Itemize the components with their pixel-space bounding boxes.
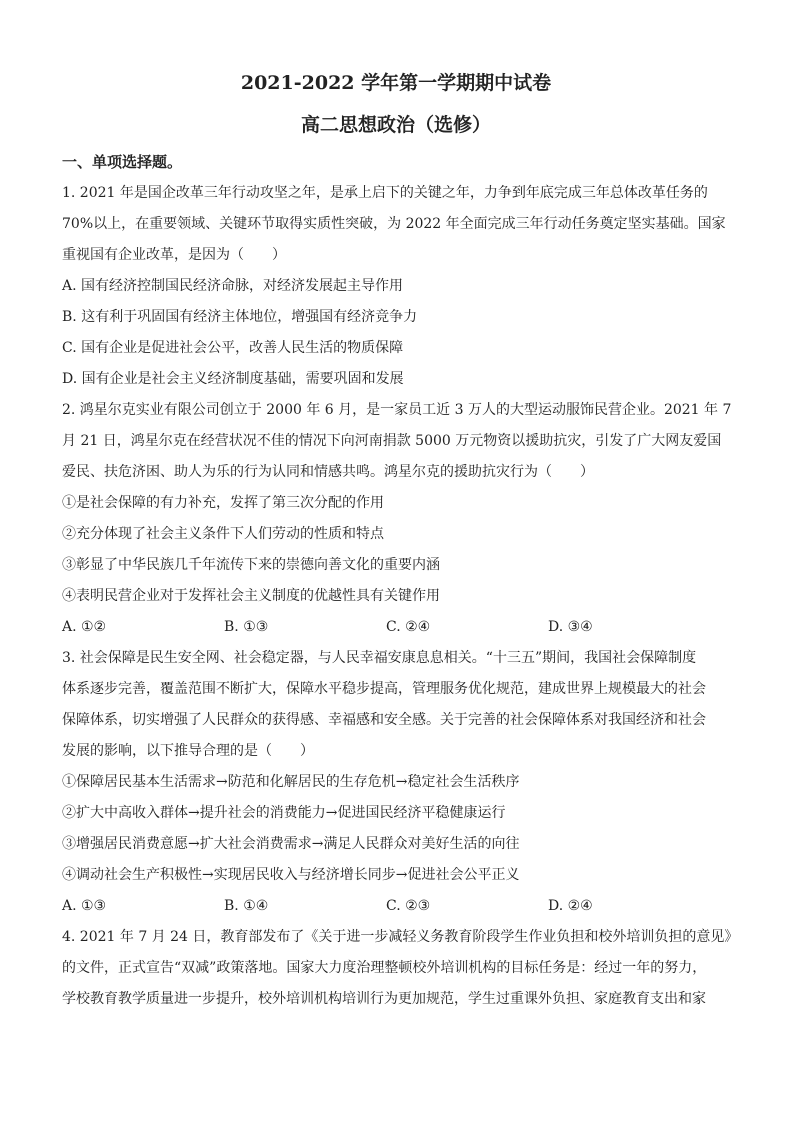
- question-3: [62, 643, 730, 922]
- option-c: C. 国有企业是促进社会公平，改善人民生活的物质保障: [62, 340, 404, 356]
- question-stem-line: 爱民、扶危济困、助人为乐的行为认同和情感共鸣。鸿星尔克的援助抗灾行为（ ）: [62, 464, 594, 480]
- question-stem-line: 70%以上，在重要领域、关键环节取得实质性突破，为 2022 年全面完成三年行动任务奠定坚实基础。国家: [62, 216, 726, 232]
- question-2: [62, 395, 730, 643]
- choice-d: D. ②④: [548, 898, 593, 914]
- statement-item: ②充分体现了社会主义条件下人们劳动的性质和特点: [62, 526, 384, 542]
- choice-a: A. ①③: [62, 898, 107, 914]
- question-stem-line: 体系逐步完善，覆盖范围不断扩大，保障水平稳步提高，管理服务优化规范，建成世界上规模最大的社会: [62, 681, 706, 697]
- choice-d: D. ③④: [548, 619, 593, 635]
- statement-item: ③彰显了中华民族几千年流传下来的崇德向善文化的重要内涵: [62, 557, 440, 573]
- choice-c: C. ②④: [386, 619, 431, 635]
- exam-subtitle: 高二思想政治（选修）: [300, 114, 491, 136]
- statement-item: ①是社会保障的有力补充，发挥了第三次分配的作用: [62, 495, 384, 511]
- option-a: A. 国有经济控制国民经济命脉，对经济发展起主导作用: [62, 278, 404, 294]
- answer-choices: [62, 891, 730, 922]
- question-stem-line: 保障体系，切实增强了人民群众的获得感、幸福感和安全感。关于完善的社会保障体系对我国经济和社会: [62, 712, 706, 728]
- question-stem-line: 学校教育教学质量进一步提升，校外培训机构培训行为更加规范，学生过重课外负担、家庭教育支出和家: [62, 991, 706, 1007]
- question-stem-line: 2. 鸿星尔克实业有限公司创立于 2000 年 6 月，是一家员工近 3 万人的大型运动服饰民营企业。2021 年 7: [62, 402, 732, 418]
- question-stem-line: 3. 社会保障是民生安全网、社会稳定器，与人民幸福安康息息相关。“十三五”期间，我国社会保障制度: [62, 650, 697, 666]
- choice-c: C. ②③: [386, 898, 431, 914]
- option-d: D. 国有企业是社会主义经济制度基础，需要巩固和发展: [62, 371, 404, 387]
- statement-item: ①保障居民基本生活需求→防范和化解居民的生存危机→稳定社会生活秩序: [62, 774, 520, 790]
- question-4: [62, 922, 739, 1015]
- exam-title: 2021-2022 学年第一学期期中试卷: [240, 72, 552, 94]
- statement-item: ④调动社会生产积极性→实现居民收入与经济增长同步→促进社会公平正义: [62, 867, 520, 883]
- question-1: [62, 178, 730, 395]
- option-b: B. 这有利于巩固国有经济主体地位，增强国有经济竞争力: [62, 309, 418, 325]
- choice-a: A. ①②: [62, 619, 107, 635]
- question-stem-line: 发展的影响，以下推导合理的是（ ）: [62, 743, 314, 759]
- statement-item: ③增强居民消费意愿→扩大社会消费需求→满足人民群众对美好生活的向往: [62, 836, 520, 852]
- question-stem-line: 1. 2021 年是国企改革三年行动攻坚之年，是承上启下的关键之年，力争到年底完成三年总体改革任务的: [62, 185, 708, 201]
- question-stem-line: 重视国有企业改革，是因为（ ）: [62, 247, 286, 263]
- statement-item: ④表明民营企业对于发挥社会主义制度的优越性具有关键作用: [62, 588, 440, 604]
- question-stem-line: 的文件，正式宣告“双减”政策落地。国家大力度治理整顿校外培训机构的目标任务是：经过一年的努力，: [62, 960, 707, 976]
- statement-item: ②扩大中高收入群体→提升社会的消费能力→促进国民经济平稳健康运行: [62, 805, 506, 821]
- choice-b: B. ①③: [224, 619, 269, 635]
- choice-b: B. ①④: [224, 898, 269, 914]
- answer-choices: [62, 612, 730, 643]
- question-stem-line: 4. 2021 年 7 月 24 日，教育部发布了《关于进一步减轻义务教育阶段学生作业负担和校外培训负担的意见》: [62, 929, 739, 945]
- section-heading: 一、单项选择题。: [62, 153, 183, 171]
- question-stem-line: 月 21 日，鸿星尔克在经营状况不佳的情况下向河南捐款 5000 万元物资以援助抗灾，引发了广大网友爱国: [62, 433, 722, 449]
